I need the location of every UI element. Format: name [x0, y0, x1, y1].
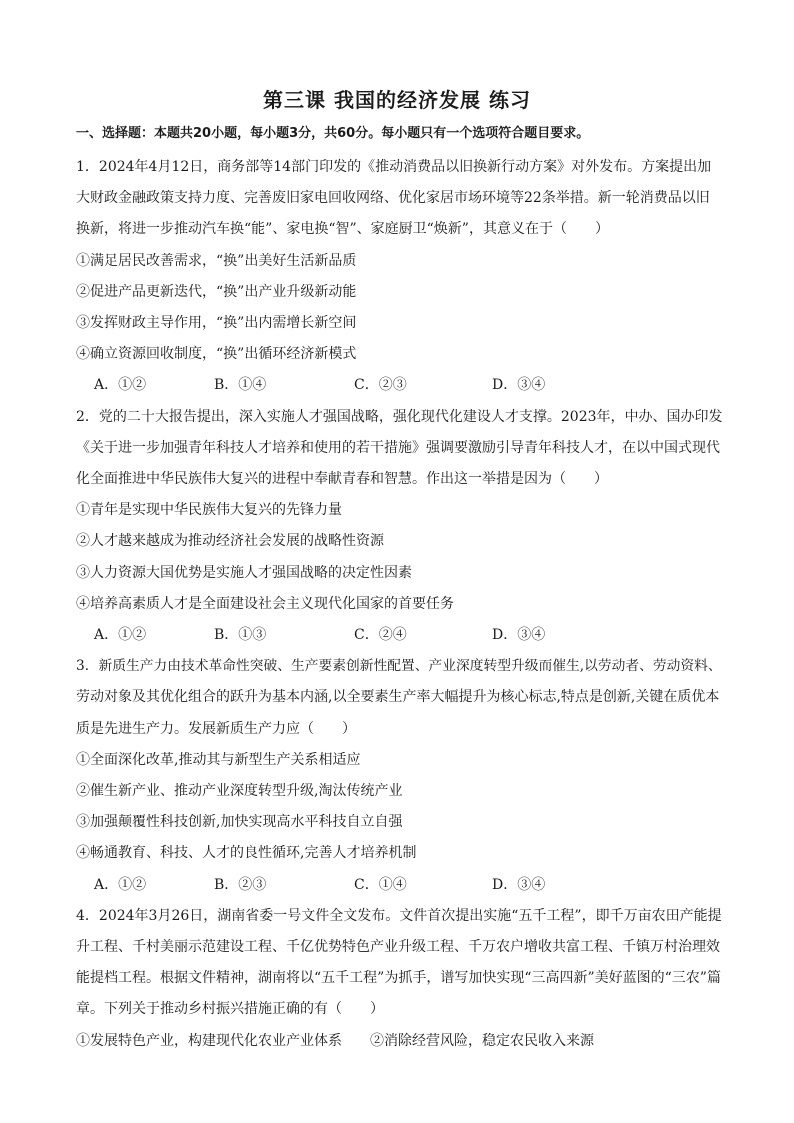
statement-option: ①青年是实现中华民族伟大复兴的先锋力量 [76, 502, 342, 519]
statement-option: ④确立资源回收制度，“换”出循环经济新模式 [76, 346, 357, 363]
answer-choice-d: D．③④ [492, 876, 546, 893]
question-list [76, 152, 726, 1057]
stem-line: 升工程、千村美丽示范建设工程、千亿优势特色产业升级工程、千万农户增收共富工程、千镇万村治理效 [76, 939, 720, 956]
question-3 [76, 651, 726, 901]
page-title: 第三课 我国的经济发展 练习 [263, 88, 531, 112]
statement-option: ③人力资源大国优势是实施人才强国战略的决定性因素 [76, 564, 412, 581]
answer-choice-d: D．③④ [492, 377, 546, 394]
stem-line: 《关于进一步加强青年科技人才培养和使用的若干措施》强调要激励引导青年科技人才，在以中国式现代 [76, 439, 720, 456]
stem-line: 1．2024年4月12日，商务部等14部门印发的《推动消费品以旧换新行动方案》对外发布。方案提出加 [76, 159, 712, 175]
question-4 [76, 901, 726, 1057]
answer-choices [76, 620, 726, 651]
answer-choice-b: B．①③ [214, 627, 267, 644]
statement-option: ①满足居民改善需求，“换”出美好生活新品质 [76, 252, 357, 269]
stem-line: 劳动对象及其优化组合的跃升为基本内涵,以全要素生产率大幅提升为核心标志,特点是创新,关键在质优本 [76, 689, 720, 706]
stem-line: 能提档工程。根据文件精神，湖南将以“五千工程”为抓手，谱写加快实现“三高四新”美好蓝图的“三农”篇 [76, 970, 721, 987]
question-stem [76, 901, 726, 1026]
stem-line: 2．党的二十大报告提出，深入实施人才强国战略，强化现代化建设人才支撑。2023年，中办、国办印发 [76, 408, 723, 425]
statement-option: ③发挥财政主导作用，“换”出内需增长新空间 [76, 315, 357, 332]
question-2 [76, 402, 726, 652]
statement-option: ②催生新产业、推动产业深度转型升级,淘汰传统产业 [76, 783, 403, 800]
answer-choice-c: C．②③ [354, 377, 407, 394]
answer-choices [76, 370, 726, 401]
answer-choice-c: C．①④ [354, 876, 407, 893]
statement-option: ①全面深化改革,推动其与新型生产关系相适应 [76, 751, 361, 768]
statement-option: ②人才越来越成为推动经济社会发展的战略性资源 [76, 533, 384, 550]
stem-line: 化全面推进中华民族伟大复兴的进程中奉献青春和智慧。作出这一举措是因为（ ） [76, 471, 608, 488]
statement-option: ②消除经营风险，稳定农民收入来源 [370, 1032, 594, 1049]
question-stem [76, 651, 726, 745]
answer-choice-a: A．①② [94, 377, 147, 394]
stem-line: 换新，将进一步推动汽车换“能”、家电换“智”、家庭厨卫“焕新”，其意义在于（ ） [76, 221, 609, 238]
stem-line: 3．新质生产力由技术革命性突破、生产要素创新性配置、产业深度转型升级而催生,以劳动者、劳动资料、 [76, 658, 722, 675]
stem-line: 质是先进生产力。发展新质生产力应（ ） [76, 720, 356, 737]
statement-option: ②促进产品更新迭代，“换”出产业升级新动能 [76, 283, 357, 300]
statement-option: ④培养高素质人才是全面建设社会主义现代化国家的首要任务 [76, 595, 454, 612]
question-stem [76, 152, 726, 246]
answer-choice-c: C．②④ [354, 627, 407, 644]
statement-option: ③加强颠覆性科技创新,加快实现高水平科技自立自强 [76, 814, 403, 831]
answer-choice-a: A．①② [94, 627, 147, 644]
answer-choice-b: B．②③ [214, 876, 267, 893]
answer-choice-d: D．③④ [492, 627, 546, 644]
stem-line: 4．2024年3月26日，湖南省委一号文件全文发布。文件首次提出实施“五千工程”，即千万亩农田产能提 [76, 907, 722, 924]
answer-choices [76, 870, 726, 901]
statement-option: ①发展特色产业，构建现代化农业产业体系 [76, 1032, 342, 1049]
question-1 [76, 152, 726, 402]
question-stem [76, 402, 726, 496]
stem-line: 大财政金融政策支持力度、完善废旧家电回收网络、优化家居市场环境等22条举措。新一轮消费品以旧 [76, 190, 710, 207]
statement-row [76, 1026, 726, 1057]
answer-choice-a: A．①② [94, 876, 147, 893]
answer-choice-b: B．①④ [214, 377, 267, 394]
section-heading: 一、选择题：本题共20小题，每小题3分，共60分。每小题只有一个选项符合题目要求。 [76, 126, 590, 141]
statement-option: ④畅通教育、科技、人才的良性循环,完善人才培养机制 [76, 845, 417, 862]
stem-line: 章。下列关于推动乡村振兴措施正确的有（ ） [76, 1001, 384, 1018]
